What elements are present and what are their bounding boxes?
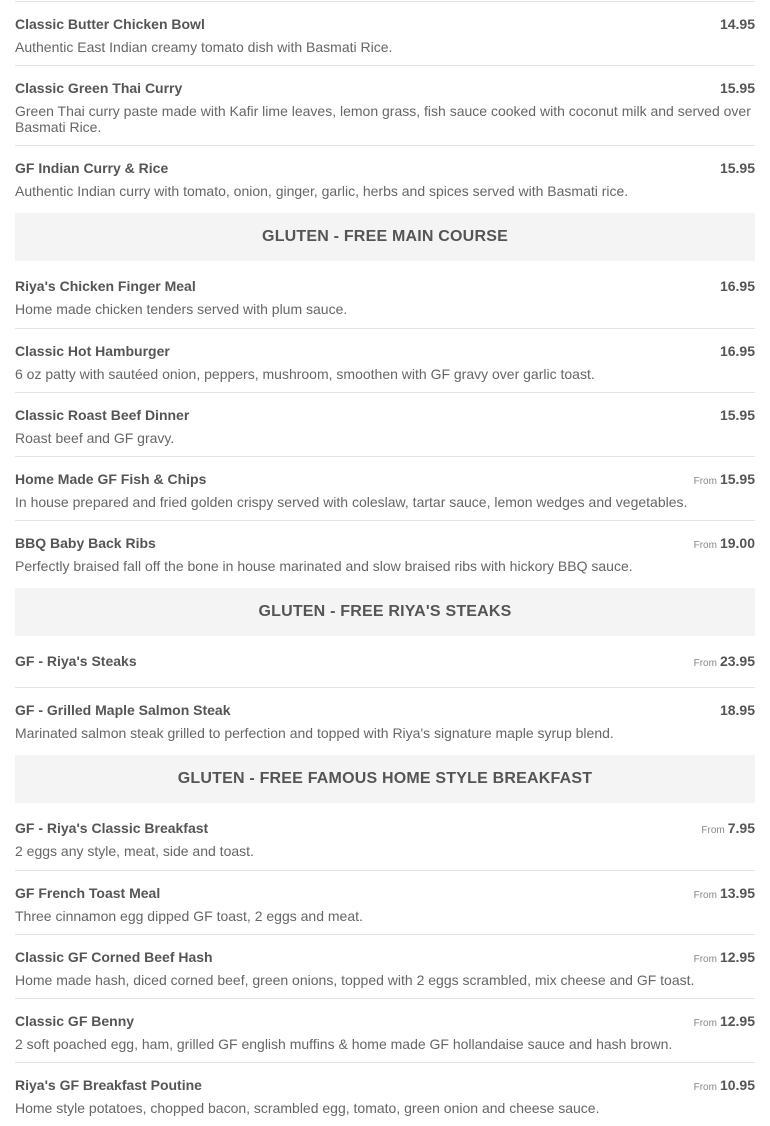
menu-item-description: Green Thai curry paste made with Kafir lime leaves, lemon grass, fish sauce cooked with coconut milk and served over Basmati Rice. — [15, 103, 751, 135]
menu-item-price-group — [720, 160, 755, 176]
section-title: GLUTEN - FREE MAIN COURSE — [262, 228, 508, 245]
menu-item-price: 23.95 — [719, 653, 755, 669]
menu-item-name: GF French Toast Meal — [15, 885, 161, 901]
price-from-label: From — [693, 476, 717, 487]
menu-item-price: 16.95 — [719, 343, 755, 359]
menu-item-name: GF - Grilled Maple Salmon Steak — [15, 702, 231, 718]
menu-item-header — [15, 535, 755, 551]
menu-item-description: In house prepared and fried golden crispy served with coleslaw, tartar sauce, lemon wedges and vegetables. — [15, 494, 688, 510]
menu-item[interactable] — [15, 687, 755, 755]
menu-item-header — [15, 80, 755, 96]
menu-item[interactable] — [15, 1, 755, 65]
menu-item[interactable] — [15, 456, 755, 520]
price-from-label: From — [693, 1018, 717, 1029]
menu-item-price-group — [720, 16, 755, 32]
menu-item-description: Perfectly braised fall off the bone in house marinated and slow braised ribs with hickory BBQ sauce. — [15, 558, 633, 574]
menu-item-name: GF Indian Curry & Rice — [15, 160, 169, 176]
section-header — [15, 755, 755, 803]
price-from-label: From — [693, 890, 717, 901]
menu-item-header — [15, 1013, 755, 1029]
menu-item-header — [15, 160, 755, 176]
menu-item-name: Riya's GF Breakfast Poutine — [15, 1077, 202, 1093]
price-from-label: From — [693, 540, 717, 551]
price-from-label: From — [693, 1082, 717, 1093]
menu-item-description: Marinated salmon steak grilled to perfection and topped with Riya's signature maple syrup blend. — [15, 725, 614, 741]
menu-item[interactable] — [15, 520, 755, 588]
menu-item-name: Riya's Chicken Finger Meal — [15, 278, 196, 294]
menu-item-header — [15, 407, 755, 423]
menu-item-price: 15.95 — [719, 471, 755, 487]
menu-item-header — [15, 278, 755, 294]
menu-item[interactable] — [15, 392, 755, 456]
menu-item-description: Authentic East Indian creamy tomato dish with Basmati Rice. — [15, 39, 393, 55]
menu-item-price: 15.95 — [719, 160, 755, 176]
menu-item[interactable] — [15, 870, 755, 934]
menu-item-header — [15, 16, 755, 32]
menu-item-header — [15, 820, 755, 836]
menu-item-price-group — [701, 820, 755, 836]
price-from-label: From — [693, 954, 717, 965]
menu-item-name: Home Made GF Fish & Chips — [15, 471, 207, 487]
menu-item-header — [15, 702, 755, 718]
menu-item-name: Classic GF Corned Beef Hash — [15, 949, 213, 965]
menu-item-description: Three cinnamon egg dipped GF toast, 2 eggs and meat. — [15, 908, 363, 924]
menu-item-price-group — [694, 653, 755, 669]
menu-item-description: Home made hash, diced corned beef, green onions, topped with 2 eggs scrambled, mix cheese and GF toast. — [15, 972, 695, 988]
menu-item-price-group — [720, 407, 755, 423]
menu-item[interactable] — [15, 1062, 755, 1126]
menu-item-price-group — [720, 343, 755, 359]
menu-item-header — [15, 343, 755, 359]
price-from-label: From — [701, 825, 725, 836]
menu-item-name: BBQ Baby Back Ribs — [15, 535, 156, 551]
menu-item[interactable] — [15, 262, 755, 328]
menu-item-description: 6 oz patty with sautéed onion, peppers, mushroom, smoothen with GF gravy over garlic toast. — [15, 366, 595, 382]
menu-item-header — [15, 949, 755, 965]
section-title: GLUTEN - FREE RIYA'S STEAKS — [258, 603, 512, 620]
menu-item-price: 12.95 — [719, 949, 755, 965]
menu-item-price: 16.95 — [719, 278, 755, 294]
menu-item-description: Authentic Indian curry with tomato, onion, ginger, garlic, herbs and spices served with Basmati rice. — [15, 183, 629, 199]
price-from-label: From — [693, 658, 717, 669]
menu-item-name: Classic Green Thai Curry — [15, 80, 183, 96]
menu-item-price: 15.95 — [719, 80, 755, 96]
menu-item-price: 10.95 — [719, 1077, 755, 1093]
menu-item-description: Home style potatoes, chopped bacon, scrambled egg, tomato, green onion and cheese sauce. — [15, 1100, 600, 1116]
section-header — [15, 588, 755, 636]
menu-item-header — [15, 653, 755, 669]
menu-item-name: GF - Riya's Classic Breakfast — [15, 820, 209, 836]
menu-item-price-group — [694, 471, 755, 487]
menu-item-name: Classic Butter Chicken Bowl — [15, 16, 205, 32]
menu-item-header — [15, 885, 755, 901]
menu-item[interactable] — [15, 998, 755, 1062]
menu-item-header — [15, 1077, 755, 1093]
menu-item-price: 18.95 — [719, 702, 755, 718]
menu-item[interactable] — [15, 637, 755, 687]
menu-item-price-group — [720, 80, 755, 96]
menu-item[interactable] — [15, 65, 755, 145]
menu-item-description: Home made chicken tenders served with plum sauce. — [15, 301, 348, 317]
menu-item-price-group — [694, 535, 755, 551]
menu-item-price: 14.95 — [719, 16, 755, 32]
menu-item-price: 12.95 — [719, 1013, 755, 1029]
menu-item[interactable] — [15, 145, 755, 213]
menu-item-price-group — [694, 1077, 755, 1093]
menu-item-price-group — [720, 278, 755, 294]
menu-item-price-group — [694, 885, 755, 901]
menu-item[interactable] — [15, 328, 755, 392]
menu-item-price-group — [720, 702, 755, 718]
menu-item-price-group — [694, 1013, 755, 1029]
menu-item-header — [15, 471, 755, 487]
menu-item[interactable] — [15, 804, 755, 870]
menu-item-description: Roast beef and GF gravy. — [15, 430, 175, 446]
menu-item-name: Classic Hot Hamburger — [15, 343, 170, 359]
section-title: GLUTEN - FREE FAMOUS HOME STYLE BREAKFAST — [177, 770, 593, 787]
menu-item-price: 15.95 — [719, 407, 755, 423]
menu-item-price: 19.00 — [719, 535, 755, 551]
menu-item-price-group — [694, 949, 755, 965]
menu-item-description: 2 eggs any style, meat, side and toast. — [15, 843, 254, 859]
menu-item[interactable] — [15, 934, 755, 998]
menu-item-name: Classic Roast Beef Dinner — [15, 407, 190, 423]
section-header — [15, 213, 755, 261]
menu-item-description: 2 soft poached egg, ham, grilled GF english muffins & home made GF hollandaise sauce and hash brown. — [15, 1036, 673, 1052]
menu-item-price: 13.95 — [719, 885, 755, 901]
menu-item-price: 7.95 — [727, 820, 755, 836]
menu-item-name: Classic GF Benny — [15, 1013, 135, 1029]
menu-item-name: GF - Riya's Steaks — [15, 653, 137, 669]
